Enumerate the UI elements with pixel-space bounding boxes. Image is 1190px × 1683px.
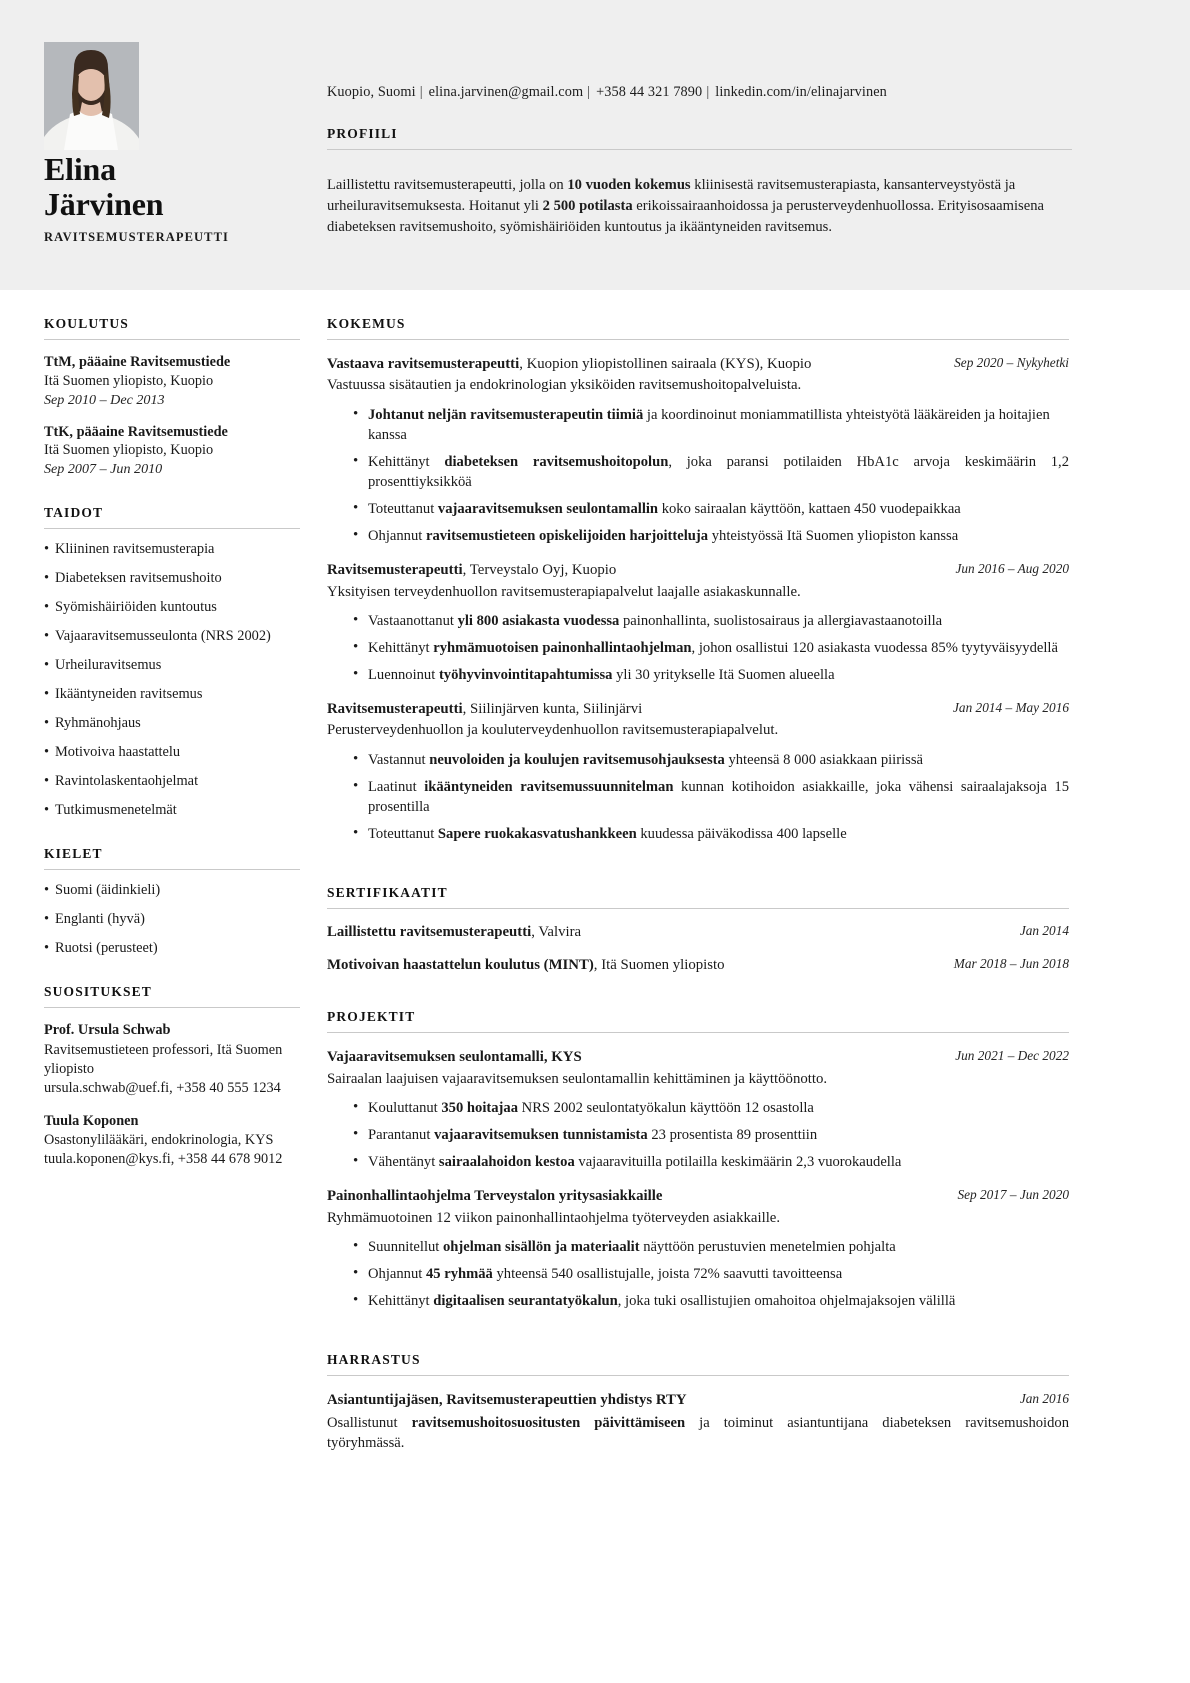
language-item: • Englanti (hyvä) (44, 910, 300, 929)
achievement-text-pre: Toteuttanut (368, 826, 438, 843)
achievement-text-post: yhteensä 540 osallistujalle, joista 72% saavutti tavoitteensa (492, 1266, 843, 1282)
certificate-name: Motivoivan haastattelun koulutus (MINT) (327, 957, 594, 974)
hobby-date: Jan 2016 (1019, 1391, 1069, 1407)
reference-contact: tuula.koponen@kys.fi, +358 44 678 9012 (44, 1151, 283, 1168)
achievement-text-post: , johon osallistui 120 asiakasta vuodessa 85% tyytyväisyydellä (691, 639, 1058, 656)
hobby-desc-bold: ravitsemushoitosuositusten päivittämiseen (411, 1414, 686, 1431)
project-name: Vajaaravitsemuksen seulontamalli, KYS (327, 1049, 582, 1066)
achievement-text-post: kuudessa päiväkodissa 400 lapselle (636, 826, 847, 843)
achievement-item (353, 1098, 1069, 1118)
certificate-text (327, 922, 1069, 942)
hobby-title: HARRASTUS (327, 1352, 421, 1368)
references-list (44, 1021, 300, 1169)
profile-section-title: PROFIILI (327, 126, 398, 141)
experience-item (327, 354, 1069, 546)
experience-divider (327, 339, 1069, 340)
project-header-row (327, 1186, 1069, 1206)
achievement-text-pre: Vähentänyt (368, 1154, 439, 1171)
certificate-issuer: , Valvira (531, 924, 582, 941)
spacer-1 (327, 851, 1069, 885)
experience-title: KOKEMUS (327, 316, 406, 331)
education-degree: TtM, pääaine Ravitsemustiede (44, 354, 231, 370)
experience-role: Ravitsemusterapeutti (327, 562, 463, 579)
achievement-text-post: yli 30 yritykselle Itä Suomen alueella (612, 667, 835, 684)
reference-contact: ursula.schwab@uef.fi, +358 40 555 1234 (44, 1080, 281, 1097)
achievement-highlight: vajaaravitsemuksen seulontamallin (437, 501, 659, 518)
achievement-item (353, 777, 1069, 817)
achievement-item (353, 1264, 1069, 1284)
achievement-highlight: 45 ryhmää (425, 1266, 493, 1282)
experience-role: Vastaava ravitsemusterapeutti (327, 356, 520, 372)
project-item (327, 1186, 1069, 1311)
achievement-item (353, 824, 1069, 844)
achievement-text-post: , joka tuki osallistujien omahoitoa ohjelmajaksojen välillä (617, 1293, 956, 1310)
language-item: • Ruotsi (perusteet) (44, 939, 300, 958)
achievement-item (353, 405, 1069, 445)
achievement-list (327, 1098, 1069, 1172)
contact-email[interactable]: elina.jarvinen@gmail.com (428, 84, 584, 100)
certificates-title: SERTIFIKAATIT (327, 885, 448, 901)
achievement-text-pre: Toteuttanut (368, 501, 438, 518)
achievement-text-pre: Kehittänyt (368, 639, 434, 656)
skills-section (44, 505, 300, 820)
project-summary: Sairaalan laajuisen vajaaravitsemuksen seulontamallin kehittäminen ja käyttöönotto. (327, 1070, 828, 1087)
education-degree: TtK, pääaine Ravitsemustiede (44, 423, 228, 440)
projects-divider (327, 1032, 1069, 1033)
certificates-list (327, 922, 1069, 975)
skill-item: • Syömishäiriöiden kuntoutus (44, 598, 300, 617)
achievement-item (353, 638, 1069, 658)
achievement-text-pre: Laatinut (368, 778, 425, 795)
reference-item (44, 1021, 300, 1098)
skill-item: • Motivoiva haastattelu (44, 743, 300, 762)
achievement-highlight: diabeteksen ravitsemushoitopolun (444, 453, 669, 470)
experience-header-row (327, 560, 1069, 580)
education-date: Sep 2007 – Jun 2010 (44, 461, 163, 478)
experience-header-row (327, 354, 1069, 374)
certificates-section (327, 885, 1069, 975)
achievement-text-post: 23 prosentista 89 prosenttiin (647, 1127, 818, 1144)
reference-role: Osastonylilääkäri, endokrinologia, KYS (44, 1131, 274, 1148)
references-divider (44, 1007, 300, 1008)
achievement-highlight: työhyvinvointitapahtumissa (438, 667, 613, 684)
experience-header-row (327, 699, 1069, 719)
certificate-issuer: , Itä Suomen yliopisto (593, 957, 725, 974)
spacer-2 (327, 975, 1069, 1009)
certificate-item (327, 922, 1069, 942)
achievement-text-post: yhteistyössä Itä Suomen yliopiston kanssa (708, 528, 959, 545)
skills-title: TAIDOT (44, 505, 104, 521)
achievement-text-post: kunnan kotihoidon asiakkaille, joka vähensi sairaalajaksoja 15 prosentilla (368, 778, 1069, 815)
profile-text-1: Laillistettu ravitsemusterapeutti, jolla on (327, 177, 568, 193)
reference-name: Prof. Ursula Schwab (44, 1022, 171, 1039)
last-name: Järvinen (44, 186, 164, 223)
hobby-section (327, 1352, 1069, 1453)
project-date: Jun 2021 – Dec 2022 (955, 1048, 1069, 1064)
skill-item: • Ikääntyneiden ravitsemus (44, 685, 300, 704)
experience-section (327, 316, 1069, 844)
experience-role: Ravitsemusterapeutti (327, 701, 463, 718)
achievement-item (353, 665, 1069, 685)
achievement-text-pre: Parantanut (368, 1127, 435, 1144)
spacer-3 (327, 1318, 1069, 1352)
sidebar (44, 316, 300, 1195)
skill-item: • Urheiluravitsemus (44, 656, 300, 675)
achievement-highlight: Sapere ruokakasvatushankkeen (437, 826, 637, 843)
profile-summary (327, 175, 1069, 239)
achievement-item (353, 611, 1069, 631)
profile-divider (327, 149, 1072, 150)
contact-phone[interactable]: +358 44 321 7890 (596, 84, 703, 100)
certificates-divider (327, 908, 1069, 909)
achievement-highlight: Johtanut neljän ravitsemusterapeutin tiimiä (368, 406, 644, 423)
achievement-text-pre: Kehittänyt (368, 453, 445, 470)
education-list (44, 353, 300, 479)
contact-separator-3: | (706, 84, 710, 100)
achievement-text-pre: Ohjannut (368, 1266, 426, 1282)
reference-role: Ravitsemustieteen professori, Itä Suomen yliopisto (44, 1041, 283, 1077)
achievement-text-post: NRS 2002 seulontatyökalun käyttöön 12 osastolla (518, 1099, 814, 1116)
achievement-highlight: ohjelman sisällön ja materiaalit (443, 1238, 640, 1255)
achievement-highlight: ryhmämuotoisen painonhallintaohjelman (433, 639, 692, 656)
achievement-text-pre: Kouluttanut (368, 1099, 442, 1116)
achievement-item (353, 1237, 1069, 1257)
contact-line (327, 84, 1072, 101)
achievement-text-post: vajaaravituilla potilailla keskimäärin 2,3 vuorokaudella (574, 1154, 902, 1171)
achievement-highlight: ravitsemustieteen opiskelijoiden harjoitteluja (425, 528, 709, 545)
education-title: KOULUTUS (44, 316, 129, 331)
achievement-text-pre: Suunnitellut (368, 1238, 443, 1255)
project-summary: Ryhmämuotoinen 12 viikon painonhallintaohjelma työterveyden asiakkaille. (327, 1209, 781, 1226)
achievement-text-pre: Ohjannut (368, 528, 426, 545)
achievement-text-post: ja koordinoinut moniammatillista yhteistyötä lääkäreiden ja hoitajien kanssa (368, 406, 1050, 443)
achievement-text-post: koko sairaalan käyttöön, kattaen 450 vuodepaikkaa (658, 501, 961, 518)
reference-name: Tuula Koponen (44, 1112, 139, 1129)
languages-section (44, 846, 300, 958)
achievement-list (327, 405, 1069, 547)
achievement-text-pre: Luennoinut (368, 667, 439, 684)
achievement-list (327, 611, 1069, 685)
achievement-text-pre: Vastannut (368, 751, 430, 768)
profile-section-header (327, 126, 1072, 150)
skill-item: • Tutkimusmenetelmät (44, 801, 300, 820)
education-divider (44, 339, 300, 340)
education-school: Itä Suomen yliopisto, Kuopio (44, 442, 214, 459)
achievement-text-pre: Vastaanottanut (368, 612, 458, 629)
experience-summary: Perusterveydenhuollon ja kouluterveydenhuollon ravitsemusterapiapalvelut. (327, 722, 779, 739)
education-school: Itä Suomen yliopisto, Kuopio (44, 372, 214, 389)
hobby-description (327, 1413, 1069, 1454)
experience-date: Sep 2020 – Nykyhetki (954, 355, 1069, 370)
experience-company: , Terveystalo Oyj, Kuopio (462, 562, 617, 579)
achievement-list (327, 750, 1069, 845)
reference-item (44, 1112, 300, 1170)
achievement-highlight: yli 800 asiakasta vuodessa (457, 612, 620, 629)
skills-divider (44, 528, 300, 529)
project-header-row (327, 1047, 1069, 1067)
contact-location: Kuopio, Suomi (327, 84, 416, 100)
experience-date: Jun 2016 – Aug 2020 (955, 561, 1069, 577)
achievement-highlight: sairaalahoidon kestoa (438, 1154, 575, 1171)
experience-company: , Siilinjärven kunta, Siilinjärvi (462, 701, 643, 718)
hobby-entry (327, 1390, 1069, 1453)
skill-item: • Diabeteksen ravitsemushoito (44, 569, 300, 588)
certificate-name: Laillistettu ravitsemusterapeutti (327, 924, 532, 941)
achievement-text-post: näyttöön perustuvien menetelmien pohjalta (639, 1238, 896, 1255)
profile-highlight-2: 2 500 potilasta (542, 198, 633, 215)
profile-highlight-1: 10 vuoden kokemus (567, 177, 691, 193)
hobby-divider (327, 1375, 1069, 1376)
education-date: Sep 2010 – Dec 2013 (44, 391, 165, 408)
project-date: Sep 2017 – Jun 2020 (957, 1187, 1069, 1203)
projects-title: PROJEKTIT (327, 1009, 416, 1025)
header-band (0, 0, 1190, 290)
achievement-item (353, 452, 1069, 492)
experience-summary: Yksityisen terveydenhuollon ravitsemusterapiapalvelut laajalle asiakaskunnalle. (327, 583, 801, 600)
education-item (44, 423, 300, 480)
achievement-text-pre: Kehittänyt (368, 1293, 434, 1310)
project-item (327, 1047, 1069, 1172)
achievement-highlight: ikääntyneiden ravitsemussuunnitelman (424, 778, 674, 795)
projects-list (327, 1047, 1069, 1311)
hobby-desc-post: ja toiminut asiantuntijana diabeteksen ravitsemushoidon työryhmässä. (327, 1414, 1070, 1451)
achievement-highlight: vajaaravitsemuksen tunnistamista (434, 1127, 648, 1144)
avatar (44, 42, 139, 150)
experience-item (327, 699, 1069, 844)
experience-date: Jan 2014 – May 2016 (953, 700, 1069, 716)
achievement-item (353, 750, 1069, 770)
profile-text-2: kliinisestä ravitsemusterapiasta, kansanterveystyöstä ja urheiluravitsemuksesta. Hoitanut yli (327, 177, 1016, 215)
achievement-item (353, 1152, 1069, 1172)
certificate-item (327, 955, 1069, 975)
skills-list (44, 540, 300, 820)
job-title: RAVITSEMUSTERAPEUTTI (44, 230, 230, 245)
education-section (44, 316, 300, 479)
achievement-highlight: digitaalisen seurantatyökalun (433, 1293, 618, 1310)
projects-section (327, 1009, 1069, 1311)
certificate-date: Mar 2018 – Jun 2018 (953, 956, 1069, 972)
contact-separator-1: | (419, 84, 423, 100)
certificate-date: Jan 2014 (1019, 923, 1069, 939)
skill-item: • Vajaaravitsemusseulonta (NRS 2002) (44, 627, 300, 646)
achievement-text-post: painonhallinta, suolistosairaus ja allergiavastaanotoilla (619, 612, 943, 629)
project-name: Painonhallintaohjelma Terveystalon yritysasiakkaille (327, 1188, 663, 1205)
name-block (44, 152, 304, 245)
languages-divider (44, 869, 300, 870)
achievement-text-post: , joka paransi potilaiden HbA1c arvoja keskimäärin 1,2 prosenttiyksikköä (368, 453, 1070, 490)
language-item: • Suomi (äidinkieli) (44, 881, 300, 900)
achievement-item (353, 1125, 1069, 1145)
contact-separator-2: | (587, 84, 591, 100)
profile-text-3: erikoissairaanhoidossa ja perusterveydenhuollossa. Erityisosaamisena diabeteksen ravitsemushoito, syömishäiriöiden kuntoutus ja ikääntyneiden ravitsemus. (327, 198, 1044, 236)
skill-item: • Ravintolaskentaohjelmat (44, 772, 300, 791)
languages-title: KIELET (44, 846, 103, 862)
references-title: SUOSITUKSET (44, 984, 152, 1000)
achievement-item (353, 526, 1069, 546)
achievement-highlight: neuvoloiden ja koulujen ravitsemusohjauksesta (429, 751, 725, 768)
hobby-name-row (327, 1390, 1069, 1410)
achievement-item (353, 499, 1069, 519)
skill-item: • Kliininen ravitsemusterapia (44, 540, 300, 559)
achievement-item (353, 1291, 1069, 1311)
experience-item (327, 560, 1069, 685)
achievement-list (327, 1237, 1069, 1311)
contact-linkedin[interactable]: linkedin.com/in/elinajarvinen (715, 84, 887, 100)
skill-item: • Ryhmänohjaus (44, 714, 300, 733)
achievement-text-post: yhteensä 8 000 asiakkaan piirissä (724, 751, 923, 768)
education-item (44, 353, 300, 410)
experience-summary: Vastuussa sisätautien ja endokrinologian yksiköiden ravitsemushoitopalveluista. (327, 377, 802, 394)
hobby-name: Asiantuntijajäsen, Ravitsemusterapeuttien yhdistys RTY (327, 1392, 687, 1409)
main-content (327, 316, 1069, 1453)
references-section (44, 984, 300, 1169)
experience-company: , Kuopion yliopistollinen sairaala (KYS), Kuopio (519, 356, 812, 372)
hobby-desc-pre: Osallistunut (327, 1414, 412, 1431)
languages-list (44, 881, 300, 958)
experience-list (327, 354, 1069, 844)
first-name: Elina (44, 151, 116, 187)
achievement-highlight: 350 hoitajaa (441, 1099, 518, 1116)
